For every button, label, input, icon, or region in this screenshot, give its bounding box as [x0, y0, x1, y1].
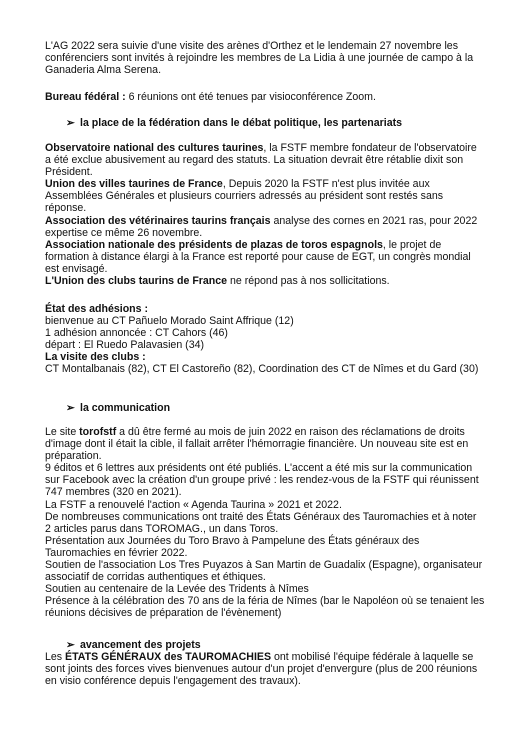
site-text: a dû être fermé au mois de juin 2022 en raison des réclamations de droits d'image dont il était la cible, il fallait arrêter l'hémorragie financière. Un nouveau site est en préparation. — [45, 426, 469, 463]
communication-line: De nombreuses communications ont traité des États Généraux des Tauromachies et à noter 2 articles parus dans TOROMAG., un dans Toros. — [45, 510, 477, 535]
partenariats-block — [45, 142, 485, 287]
bureau-paragraph — [45, 91, 485, 103]
bureau-label: Bureau fédéral : — [45, 91, 126, 103]
union-clubs-text: ne répond pas à nos sollicitations. — [227, 275, 390, 288]
adhesions-title: État des adhésions : — [45, 303, 149, 315]
communication-line: Présentation aux Journées du Toro Bravo à Pampelune des États généraux des Tauromachies en février 2022. — [45, 534, 420, 559]
veterinaires-text: analyse des cornes en 2021 ras, pour 2022 expertise ce même 26 novembre. — [45, 214, 478, 239]
communication-line: Soutien de l'association Los Tres Puyazos à San Martin de Guadalix (Espagne), organisateur associatif de corridas authentiques et éthiques. — [45, 559, 483, 584]
arrow-bullet-icon: ➢ — [66, 639, 75, 651]
communication-line: Présence à la célébration des 70 ans de la féria de Nîmes (bar le Napoléon où se tenaient les réunions décisives de préparation de l'évènement) — [45, 595, 485, 620]
section-title: la communication — [80, 402, 171, 414]
bureau-text: 6 réunions ont été tenues par visioconférence Zoom. — [125, 91, 376, 103]
observatoire-paragraph — [45, 142, 485, 178]
communication-line: Soutien au centenaire de la Levée des Tridents à Nîmes — [45, 583, 309, 596]
arrow-bullet-icon: ➢ — [66, 117, 75, 129]
union-villes-paragraph — [45, 178, 485, 214]
projets-block — [45, 651, 485, 687]
adhesion-line: départ : El Ruedo Palavasien (34) — [45, 339, 204, 352]
communication-line: 9 éditos et 6 lettres aux présidents ont été publiés. L'accent a été mis sur la communication sur Facebook avec la création d'un groupe privé : les rendez-vous de la FSTF qui réunissent 747 membres (320 en 2021). — [45, 462, 479, 499]
intro-paragraph — [45, 40, 485, 76]
visite-title: La visite des clubs : — [45, 351, 146, 364]
site-prefix: Le site — [45, 426, 80, 438]
section-heading-communication — [66, 402, 170, 414]
projets-paragraph — [45, 651, 485, 687]
site-paragraph — [45, 426, 485, 462]
union-villes-text: , Depuis 2020 la FSTF n'est plus invitée aux Assemblées Générales et plusieurs courriers adressés au président sont restés sans réponse. — [45, 178, 444, 215]
presidents-label: Association nationale des présidents de plazas de toros espagnols — [45, 238, 383, 251]
observatoire-text: , la FSTF membre fondateur de l'observatoire a été exclue abusivement au regard des statuts. La situation devrait être rétablie dixit son Président. — [45, 142, 477, 179]
presidents-paragraph — [45, 239, 485, 275]
intro-text: L'AG 2022 sera suivie d'une visite des arènes d'Orthez et le lendemain 27 novembre les conférenciers sont invités à rejoindre les membres de La Lidia à une journée de campo à la Ganaderia Alma Serena. — [45, 40, 474, 77]
veterinaires-label: Association des vétérinaires taurins français — [45, 214, 271, 227]
veterinaires-paragraph — [45, 215, 485, 239]
adhesions-block — [45, 303, 485, 376]
union-villes-label: Union des villes taurines de France — [45, 178, 223, 191]
arrow-bullet-icon: ➢ — [66, 402, 75, 414]
adhesion-line: 1 adhésion annoncée : CT Cahors (46) — [45, 327, 228, 340]
section-heading-projets — [66, 639, 201, 651]
site-name: torofstf — [79, 426, 117, 438]
communication-line: La FSTF a renouvelé l'action « Agenda Taurina » 2021 et 2022. — [45, 498, 342, 511]
section-title: avancement des projets — [80, 639, 201, 651]
adhesion-line: bienvenue au CT Pañuelo Morado Saint Affrique (12) — [45, 315, 294, 328]
union-clubs-label: L'Union des clubs taurins de France — [45, 275, 228, 288]
projets-label: ÉTATS GÉNÉRAUX des TAUROMACHIES — [65, 651, 272, 663]
projets-prefix: Les — [45, 651, 66, 663]
section-heading-partenariats — [66, 117, 402, 129]
section-title: la place de la fédération dans le débat politique, les partenariats — [80, 117, 403, 129]
communication-block — [45, 426, 485, 620]
visite-text: CT Montalbanais (82), CT El Castoreño (82), Coordination des CT de Nîmes et du Gard (30) — [45, 363, 479, 376]
projets-text: ont mobilisé l'équipe fédérale à laquelle se sont joints des forces vives bienvenues autour d'un projet d'envergure (plus de 200 réunions en visio conférence depuis l'engagement des travaux). — [45, 651, 478, 688]
union-clubs-paragraph — [45, 275, 485, 287]
observatoire-label: Observatoire national des cultures taurines — [45, 142, 264, 154]
presidents-text: , le projet de formation à distance élargi à la France est reporté pour cause de EGT, un congrès mondial est envisagé. — [45, 238, 471, 275]
